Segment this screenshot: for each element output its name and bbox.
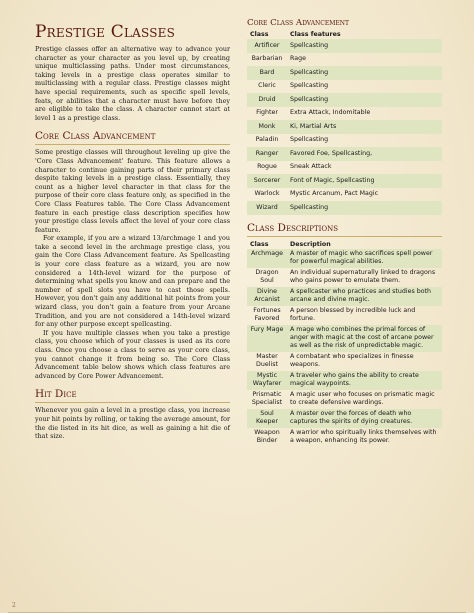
cell-class: Fighter [256, 109, 278, 116]
cell-class: Archmage [247, 249, 287, 268]
cell-value: Spellcasting [287, 201, 442, 215]
cell-class: Dragon Soul [255, 269, 279, 284]
table-row [247, 161, 442, 175]
table-row [247, 352, 442, 371]
table-row [247, 201, 442, 215]
cell-value: A master over the forces of death who captures the spirits of dying creatures. [287, 409, 442, 428]
table-row [247, 134, 442, 148]
cell-class: Bard [247, 66, 287, 80]
page-title: Prestige Classes [35, 22, 176, 42]
table-row [247, 325, 442, 352]
cell-value: Spellcasting [290, 82, 329, 89]
table-row [247, 188, 442, 202]
cell-class: Prismatic Specialist [251, 391, 283, 406]
cell-class: Divine Arcanist [247, 287, 287, 306]
table-header-description: Description [290, 240, 331, 248]
cell-value: Spellcasting [287, 66, 442, 80]
cell-value: Spellcasting [287, 93, 442, 107]
table-row [247, 147, 442, 161]
table-row [247, 93, 442, 107]
table-row [247, 53, 442, 67]
cell-value: Rage [290, 55, 306, 62]
cell-class: Fortunes Favored [253, 307, 281, 322]
cell-value: A warrior who spiritually links themselves with a weapon, enhancing its power. [290, 429, 437, 444]
cell-class: Sorcerer [247, 174, 287, 188]
advancement-table-title: Core Class Advancement [247, 18, 350, 28]
hit-dice-heading: Hit Dice [35, 388, 230, 403]
intro-paragraph: Prestige classes offer an alternative way to advance your character as your character as you level up, by creating unique multiclassing paths. Under most circumstances, taking levels in a prestige class operates similar to multiclassing with a regular class. Prestige classes might have special requirements, such as specific spell levels, feats, or abilities that a character must have before they are eligible to take the class. A character cannot start at level 1 as a prestige class. [35, 45, 230, 122]
table-row [247, 80, 442, 94]
cell-class: Soul Keeper [247, 409, 287, 428]
cell-class: Barbarian [251, 55, 283, 62]
cell-value: A traveler who gains the ability to create magical waypoints. [287, 371, 442, 390]
page-number: 2 [12, 602, 16, 609]
footer-border [8, 599, 466, 613]
table-row [247, 120, 442, 134]
cell-class: Mystic Wayfarer [247, 371, 287, 390]
table-row [247, 249, 442, 268]
table-header-class: Class [250, 31, 269, 38]
cell-class: Cleric [258, 82, 276, 89]
cell-value: A combatant who specializes in finesse weapons. [290, 353, 414, 368]
table-row [247, 107, 442, 121]
cell-class: Druid [247, 93, 287, 107]
table-row [247, 371, 442, 390]
cell-value: A master of magic who sacrifices spell power for powerful magical abilities. [287, 249, 442, 268]
cell-class: Ranger [247, 147, 287, 161]
cell-class: Fury Mage [247, 325, 287, 352]
table-row [247, 66, 442, 80]
cell-value: A spellcaster who practices and studies both arcane and divine magic. [287, 287, 442, 306]
cell-value: Spellcasting [290, 136, 329, 143]
cell-class: Rogue [257, 163, 277, 170]
table-row [247, 306, 442, 325]
cell-value: Mystic Arcanum, Pact Magic [290, 190, 379, 197]
right-column [247, 18, 442, 447]
table-row [247, 428, 442, 447]
cell-class: Wizard [247, 201, 287, 215]
cell-class: Warlock [254, 190, 280, 197]
cell-class: Paladin [255, 136, 279, 143]
core-advancement-paragraph-1: Some prestige classes will throughout leveling up give the 'Core Class Advancement' feature. This feature allows a character to continue gaining parts of their primary class despite taking levels in a prestige class. Essentially, they count as a higher level character in that class for the purpose of their core class feature only, as specified in the Core Class Features table. The Core Class Advancement feature in each prestige class description specifies how your prestige class levels affect the level of your core class feature. [35, 148, 230, 234]
left-column [35, 22, 230, 441]
cell-value: Spellcasting [287, 39, 442, 53]
cell-value: Font of Magic, Spellcasting [287, 174, 442, 188]
cell-class: Master Duelist [256, 353, 278, 368]
cell-value: Sneak Attack [290, 163, 332, 170]
table-header-class: Class [250, 240, 269, 248]
core-advancement-paragraph-2: For example, if you are a wizard 13/archmage 1 and you take a second level in the archmage prestige class, you gain the Core Class Advancement feature. As Spellcasting is your core class feature as a wizard, you are now considered a 14th-level wizard for the purpose of determining what spells you know and can prepare and the number of spell slots you have to cast those spells. However, you don't gain any additional hit points from your wizard class, you don't gain a feature from your Arcane Tradition, and you are not considered a 14th-level wizard for any other purpose except spellcasting. [35, 234, 230, 329]
hit-dice-paragraph: Whenever you gain a level in a prestige class, you increase your hit points by rolling, or taking the average amount, for the die listed in its hit dice, as well as gaining a hit die of that size. [35, 406, 230, 441]
core-advancement-paragraph-3: If you have multiple classes when you take a prestige class, you choose which of your classes is used as its core class. Once you choose a class to serve as your core class, you cannot change it from being so. The Core Class Advancement table below shows which class features are advanced by Core Power Advancement. [35, 328, 230, 380]
cell-value: A person blessed by incredible luck and fortune. [290, 307, 416, 322]
table-row [247, 409, 442, 428]
cell-class: Monk [247, 120, 287, 134]
table-row [247, 390, 442, 409]
cell-class: Artificer [247, 39, 287, 53]
table-row [247, 174, 442, 188]
cell-class: Weapon Binder [254, 429, 280, 444]
core-advancement-heading: Core Class Advancement [35, 130, 230, 145]
table-row [247, 287, 442, 306]
table-row [247, 268, 442, 287]
cell-value: A magic user who focuses on prismatic magic to create defensive wardings. [290, 391, 435, 406]
class-descriptions-heading: Class Descriptions [247, 222, 442, 237]
cell-value: Ki, Martial Arts [287, 120, 442, 134]
advancement-table [247, 30, 442, 215]
cell-value: Extra Attack, Indomitable [290, 109, 371, 116]
table-row [247, 39, 442, 53]
cell-value: A mage who combines the primal forces of anger with magic at the cost of arcane power as well as the risk of unpredictable magic. [287, 325, 442, 352]
cell-value: An individual supernaturally linked to dragons who gains power to emulate them. [290, 269, 436, 284]
descriptions-table [247, 240, 442, 447]
cell-value: Favored Foe, Spellcasting, [287, 147, 442, 161]
table-header-features: Class features [290, 31, 341, 38]
